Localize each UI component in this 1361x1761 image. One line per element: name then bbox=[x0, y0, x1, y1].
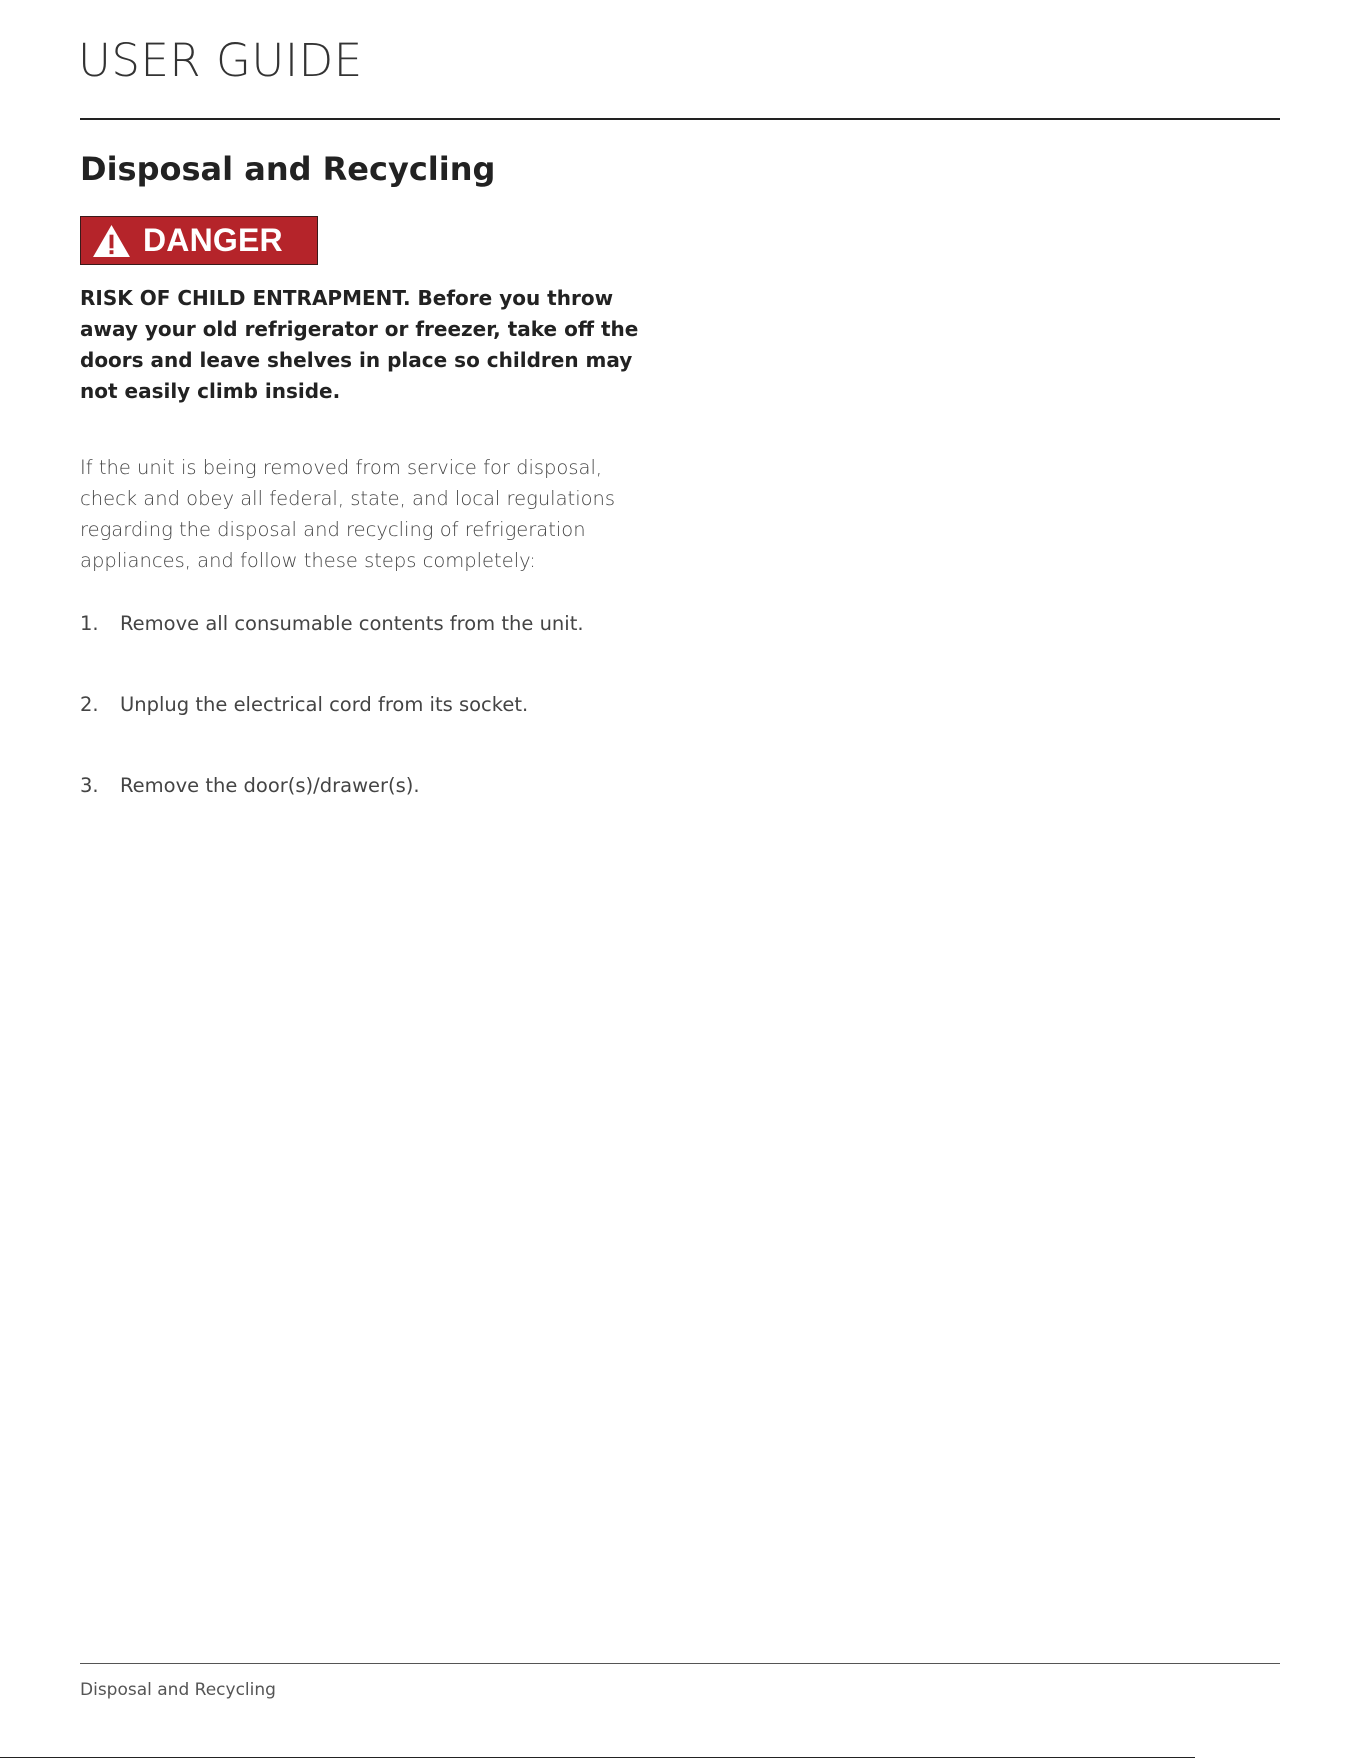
list-item bbox=[80, 608, 700, 689]
list-item bbox=[80, 689, 700, 770]
footer-divider bbox=[80, 1663, 1280, 1664]
step-text: Remove the door(s)/drawer(s). bbox=[120, 774, 420, 797]
disposal-steps-list bbox=[80, 608, 700, 851]
header-divider bbox=[80, 118, 1280, 120]
step-text: Remove all consumable contents from the unit. bbox=[120, 612, 584, 635]
step-text: Unplug the electrical cord from its socket. bbox=[120, 693, 529, 716]
page-bottom-divider bbox=[0, 1757, 1195, 1758]
list-item bbox=[80, 770, 700, 851]
step-number: 1. bbox=[80, 612, 99, 635]
child-entrapment-warning: RISK OF CHILD ENTRAPMENT. Before you throw away your old refrigerator or freezer, take off the doors and leave shelves in place so children may not easily climb inside. bbox=[80, 286, 639, 403]
warning-triangle-icon bbox=[92, 224, 131, 258]
section-heading: Disposal and Recycling bbox=[80, 150, 496, 188]
page-title: USER GUIDE bbox=[78, 34, 363, 87]
danger-label-text: DANGER bbox=[143, 222, 283, 258]
danger-label bbox=[80, 216, 318, 265]
step-number: 2. bbox=[80, 693, 99, 716]
footer-section-label: Disposal and Recycling bbox=[80, 1680, 276, 1700]
disposal-intro-paragraph: If the unit is being removed from service for disposal, check and obey all federal, state, and local regulations regarding the disposal and recycling of refrigeration appliances, and follow these steps completely: bbox=[80, 456, 616, 572]
step-number: 3. bbox=[80, 774, 99, 797]
